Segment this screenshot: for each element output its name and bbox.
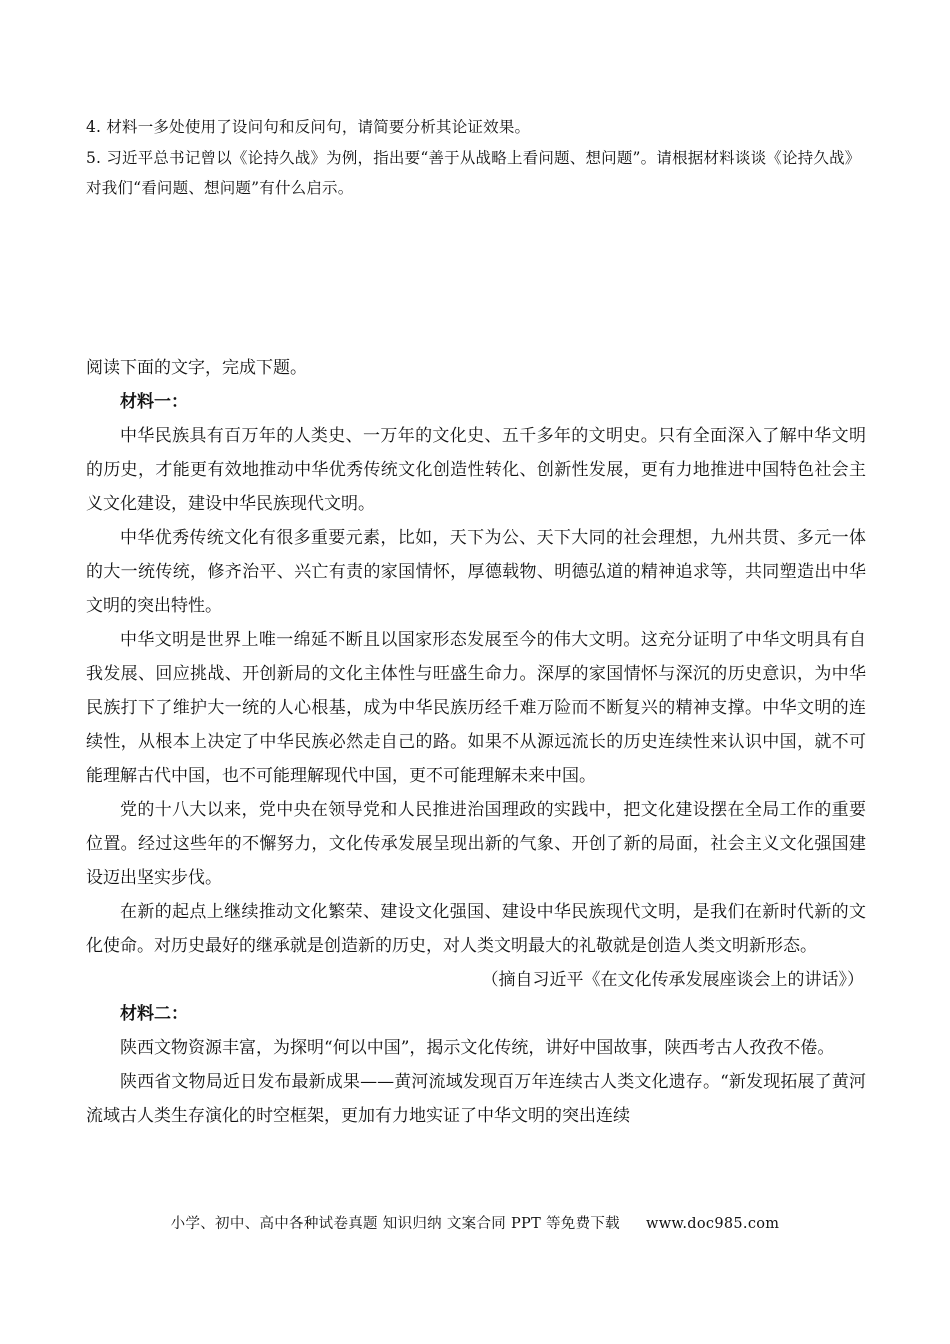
page-footer [0, 1212, 950, 1236]
material-one-paragraph: 中华民族具有百万年的人类史、一万年的文化史、五千多年的文明史。只有全面深入了解中华文明的历史，才能更有效地推动中华优秀传统文化创造性转化、创新性发展，更有力地推进中国特色社会主义文化建设，建设中华民族现代文明。 [86, 426, 866, 514]
passage-intro: 阅读下面的文字，完成下题。 [86, 358, 307, 378]
material-one-paragraph: 中华优秀传统文化有很多重要元素，比如，天下为公、天下大同的社会理想，九州共贯、多元一体的大一统传统，修齐治平、兴亡有责的家国情怀，厚德载物、明德弘道的精神追求等，共同塑造出中华文明的突出特性。 [86, 528, 866, 616]
footer-text: 小学、初中、高中各种试卷真题 知识归纳 文案合同 PPT 等免费下载 [170, 1216, 620, 1232]
footer-link[interactable]: www.doc985.com [645, 1216, 780, 1232]
material-two-paragraph: 陕西文物资源丰富，为探明“何以中国”，揭示文化传统，讲好中国故事，陕西考古人孜孜不倦。 [120, 1038, 835, 1058]
question-4: 4. 材料一多处使用了设问句和反问句，请简要分析其论证效果。 [86, 118, 531, 136]
material-one-source: （摘自习近平《在文化传承发展座谈会上的讲话》） [481, 970, 864, 990]
question-5: 5. 习近平总书记曾以《论持久战》为例，指出要“善于从战略上看问题、想问题”。请根据材料谈谈《论持久战》对我们“看问题、想问题”有什么启示。 [86, 149, 861, 197]
material-two-paragraph: 陕西省文物局近日发布最新成果——黄河流域发现百万年连续古人类文化遗存。“新发现拓展了黄河流域古人类生存演化的时空框架，更加有力地实证了中华文明的突出连续 [86, 1072, 866, 1126]
material-one-paragraph: 在新的起点上继续推动文化繁荣、建设文化强国、建设中华民族现代文明，是我们在新时代新的文化使命。对历史最好的继承就是创造新的历史，对人类文明最大的礼敬就是创造人类文明新形态。 [86, 902, 866, 956]
material-one-paragraph: 中华文明是世界上唯一绵延不断且以国家形态发展至今的伟大文明。这充分证明了中华文明具有自我发展、回应挑战、开创新局的文化主体性与旺盛生命力。深厚的家国情怀与深沉的历史意识，为中华民族打下了维护大一统的人心根基，成为中华民族历经千难万险而不断复兴的精神支撑。中华文明的连续性，从根本上决定了中华民族必然走自己的路。如果不从源远流长的历史连续性来认识中国，就不可能理解古代中国，也不可能理解现代中国，更不可能理解未来中国。 [86, 630, 866, 786]
material-two-heading: 材料二： [120, 1004, 188, 1024]
material-one-paragraph: 党的十八大以来，党中央在领导党和人民推进治国理政的实践中，把文化建设摆在全局工作的重要位置。经过这些年的不懈努力，文化传承发展呈现出新的气象、开创了新的局面，社会主义文化强国建设迈出坚实步伐。 [86, 800, 866, 888]
material-one-heading: 材料一： [120, 392, 188, 412]
reading-passage [86, 351, 866, 1133]
